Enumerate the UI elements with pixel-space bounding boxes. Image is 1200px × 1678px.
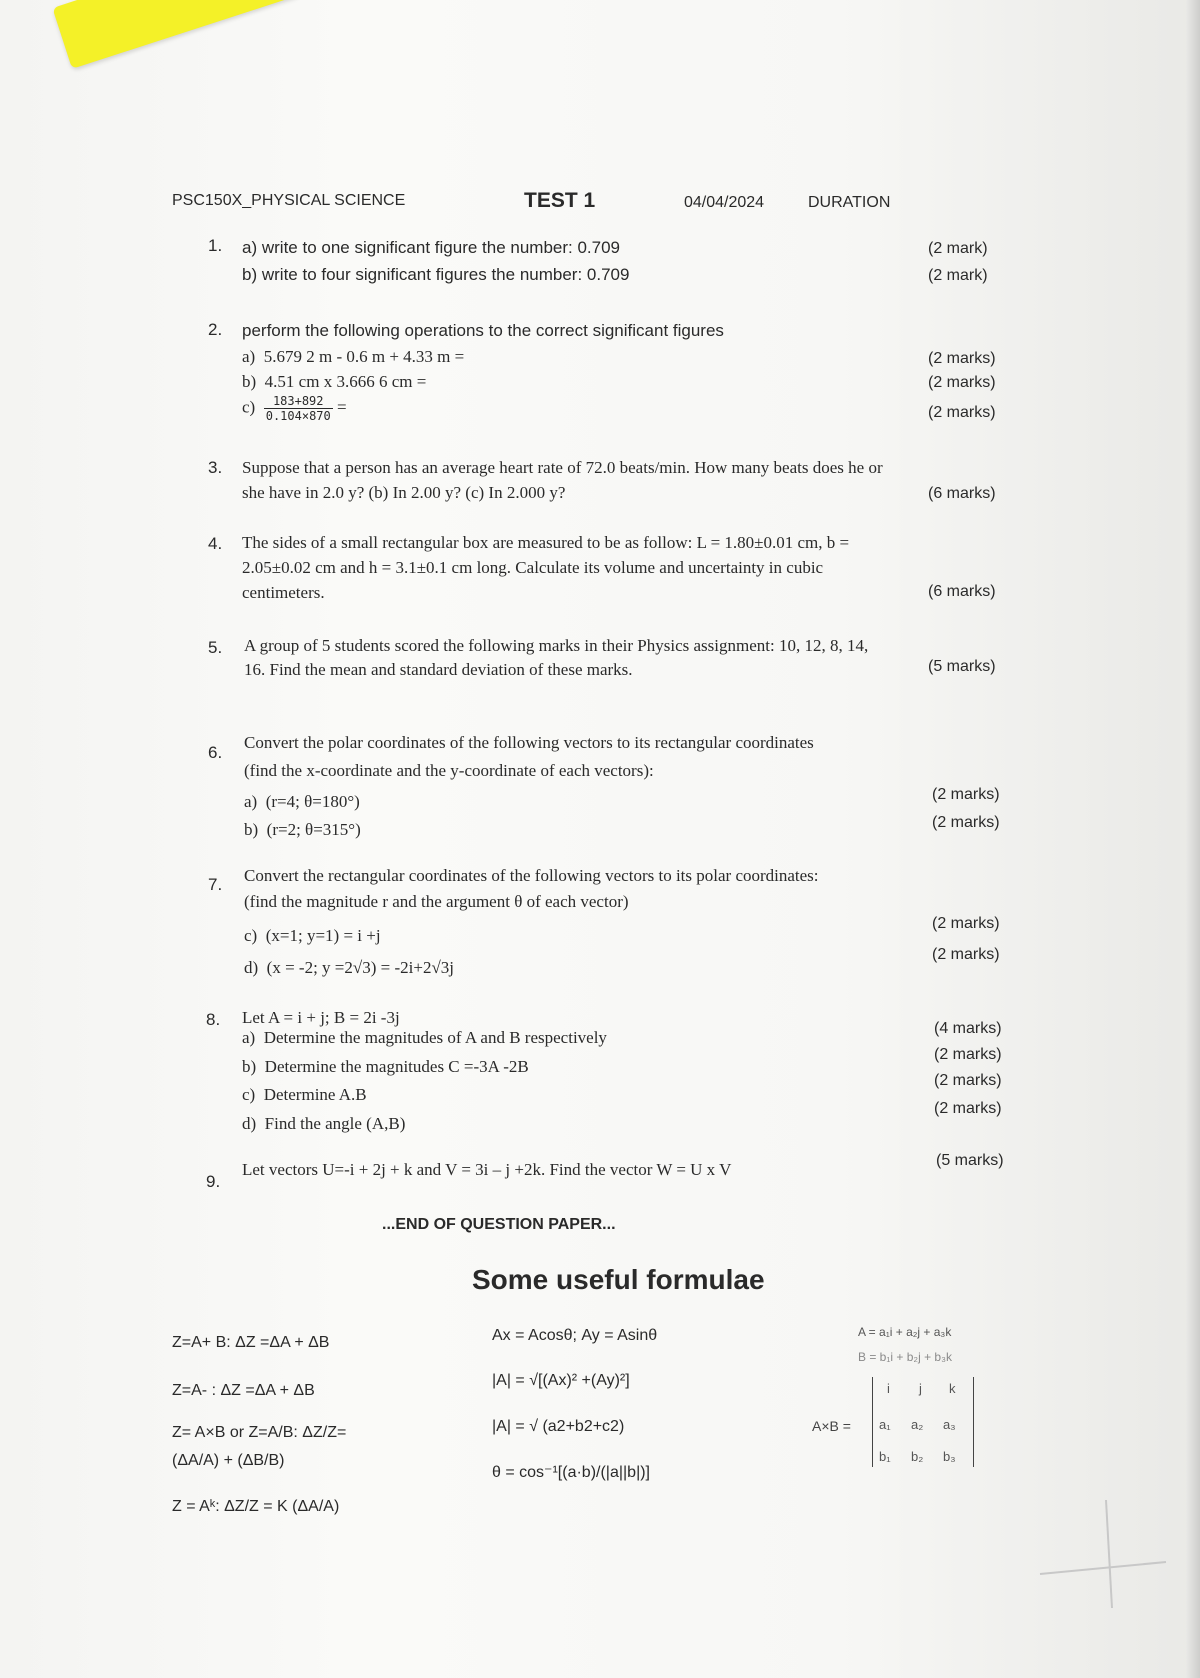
part-label: a) — [244, 792, 258, 811]
question-1a — [242, 238, 620, 258]
part-label: d) — [244, 958, 259, 977]
part-text: 4.51 cm x 3.666 6 cm = — [264, 372, 427, 391]
part-text: (x=1; y=1) = i +j — [265, 926, 381, 945]
test-title: TEST 1 — [524, 189, 596, 212]
marks: (2 marks) — [928, 350, 996, 367]
cross-product-label: A×B = — [812, 1418, 851, 1434]
question-number: 2. — [208, 320, 223, 339]
matrix-cell: a₂ — [911, 1417, 924, 1432]
pencil-cross-mark — [1030, 1496, 1170, 1616]
question-8b — [242, 1057, 529, 1077]
marks: (2 marks) — [934, 1072, 1002, 1089]
marks: (2 marks) — [932, 786, 1000, 803]
question-6b — [244, 820, 361, 840]
marks: (2 marks) — [934, 1100, 1002, 1117]
matrix-cell: a₃ — [943, 1417, 956, 1432]
vector-a-definition: A = a₁i + a₂j + a₃k — [858, 1325, 952, 1339]
matrix-cell: b₁ — [879, 1449, 891, 1464]
matrix-cell: b₂ — [911, 1449, 924, 1464]
question-4-line3: centimeters. — [242, 583, 325, 602]
marks: (2 mark) — [928, 267, 988, 284]
marks: (2 marks) — [928, 404, 996, 421]
end-of-paper: ...END OF QUESTION PAPER... — [382, 1216, 616, 1233]
part-text: (x = -2; y =2√3) = -2i+2√3j — [266, 958, 454, 977]
marks: (2 marks) — [932, 814, 1000, 831]
marks: (6 marks) — [928, 485, 996, 502]
matrix-cell: j — [919, 1381, 922, 1396]
question-number: 9. — [206, 1172, 221, 1191]
course-code: PSC150X_PHYSICAL SCIENCE — [172, 192, 406, 209]
marks: (2 marks) — [932, 946, 1000, 963]
part-text: 5.679 2 m - 0.6 m + 4.33 m = — [263, 347, 465, 366]
question-number: 3. — [208, 458, 223, 477]
formula-components: Ax = Acosθ; Ay = Asinθ — [492, 1327, 658, 1344]
question-5-line1: A group of 5 students scored the following marks in their Physics assignment: 10, 12, 8, 14, — [244, 636, 869, 655]
part-text: Find the angle (A,B) — [264, 1114, 406, 1133]
part-text: Determine A.B — [263, 1085, 367, 1104]
part-label: b) — [242, 265, 258, 284]
test-date: 04/04/2024 — [684, 194, 765, 211]
part-label: b) — [244, 820, 259, 839]
marks: (5 marks) — [936, 1152, 1004, 1169]
part-label: c) — [244, 926, 258, 945]
duration-label: DURATION — [808, 194, 891, 211]
question-4-line1: The sides of a small rectangular box are measured to be as follow: L = 1.80±0.01 cm, b = — [242, 533, 850, 552]
matrix-cell: a₁ — [879, 1417, 891, 1432]
marks: (2 marks) — [928, 374, 996, 391]
marks: (2 mark) — [928, 240, 988, 257]
fraction-denominator: 0.104×870 — [265, 409, 331, 423]
question-7-line1: Convert the rectangular coordinates of the following vectors to its polar coordinates: — [244, 866, 819, 885]
part-label: a) — [242, 238, 258, 257]
part-text: write to one significant figure the number: 0.709 — [261, 238, 621, 257]
marks: (4 marks) — [934, 1020, 1002, 1037]
question-1b — [242, 265, 629, 285]
part-label: a) — [242, 347, 256, 366]
part-label: d) — [242, 1114, 257, 1133]
part-text: Determine the magnitudes of A and B respectively — [263, 1028, 607, 1047]
question-6-line2: (find the x-coordinate and the y-coordinate of each vectors): — [244, 761, 654, 780]
question-9-text: Let vectors U=-i + 2j + k and V = 3i – j +2k. Find the vector W = U x V — [242, 1160, 732, 1179]
formula-difference: Z=A- : ΔZ =ΔA + ΔB — [172, 1382, 315, 1399]
matrix-cell: b₃ — [943, 1449, 956, 1464]
formula-power: Z = Aᵏ: ΔZ/Z = K (ΔA/A) — [172, 1498, 340, 1515]
part-label: a) — [242, 1028, 256, 1047]
question-5-line2: 16. Find the mean and standard deviation of these marks. — [244, 660, 633, 679]
part-text: (r=4; θ=180°) — [265, 792, 360, 811]
formula-sum: Z=A+ B: ΔZ =ΔA + ΔB — [172, 1334, 330, 1351]
question-6a — [244, 792, 360, 812]
question-6-line1: Convert the polar coordinates of the following vectors to its rectangular coordinates — [244, 733, 814, 752]
question-4-line2: 2.05±0.02 cm and h = 3.1±0.1 cm long. Calculate its volume and uncertainty in cubic — [242, 558, 824, 577]
question-number: 8. — [206, 1010, 221, 1029]
question-number: 4. — [208, 534, 223, 553]
formula-product-quotient-cont: (ΔA/A) + (ΔB/B) — [172, 1452, 285, 1469]
question-number: 6. — [208, 743, 223, 762]
paper-edge-shadow — [1186, 0, 1200, 1678]
question-7d — [244, 958, 454, 978]
marks: (6 marks) — [928, 583, 996, 600]
part-label: c) — [242, 1085, 256, 1104]
question-8a — [242, 1028, 607, 1048]
question-3-line2: she have in 2.0 y? (b) In 2.00 y? (c) In 2.000 y? — [242, 483, 566, 502]
matrix-cell: i — [887, 1381, 890, 1396]
question-number: 1. — [208, 236, 223, 255]
part-label: b) — [242, 1057, 257, 1076]
matrix-cell: k — [949, 1381, 956, 1396]
question-7c — [244, 926, 381, 946]
question-number: 5. — [208, 638, 223, 657]
formulae-title: Some useful formulae — [472, 1264, 765, 1295]
formula-magnitude-3d: |A| = √ (a2+b2+c2) — [492, 1418, 625, 1435]
determinant-matrix — [872, 1377, 974, 1467]
formula-product-quotient: Z= A×B or Z=A/B: ΔZ/Z= — [172, 1424, 347, 1441]
fraction-numerator: 183+892 — [264, 394, 333, 409]
formula-angle: θ = cos⁻¹[(a·b)/(|a||b|)] — [492, 1464, 650, 1481]
question-2b — [242, 372, 426, 392]
marks: (2 marks) — [932, 915, 1000, 932]
question-7-line2: (find the magnitude r and the argument θ of each vector) — [244, 892, 629, 911]
part-text: (r=2; θ=315°) — [266, 820, 361, 839]
equals-sign: = — [337, 397, 347, 417]
part-label: c) — [242, 397, 256, 417]
marks: (2 marks) — [934, 1046, 1002, 1063]
formula-magnitude-2d: |A| = √[(Ax)² +(Ay)²] — [492, 1372, 630, 1389]
question-2c — [242, 394, 347, 423]
question-2-intro: perform the following operations to the correct significant figures — [242, 321, 724, 340]
question-8d — [242, 1114, 405, 1134]
question-number: 7. — [208, 875, 223, 894]
fraction — [264, 394, 333, 423]
question-2a — [242, 347, 464, 367]
question-8-intro: Let A = i + j; B = 2i -3j — [242, 1008, 400, 1027]
vector-b-definition: B = b₁i + b₂j + b₃k — [858, 1350, 952, 1364]
question-3-line1: Suppose that a person has an average heart rate of 72.0 beats/min. How many beats does he or — [242, 458, 883, 477]
question-8c — [242, 1085, 367, 1105]
part-text: write to four significant figures the number: 0.709 — [261, 265, 630, 284]
part-label: b) — [242, 372, 257, 391]
part-text: Determine the magnitudes C =-3A -2B — [264, 1057, 529, 1076]
marks: (5 marks) — [928, 658, 996, 675]
